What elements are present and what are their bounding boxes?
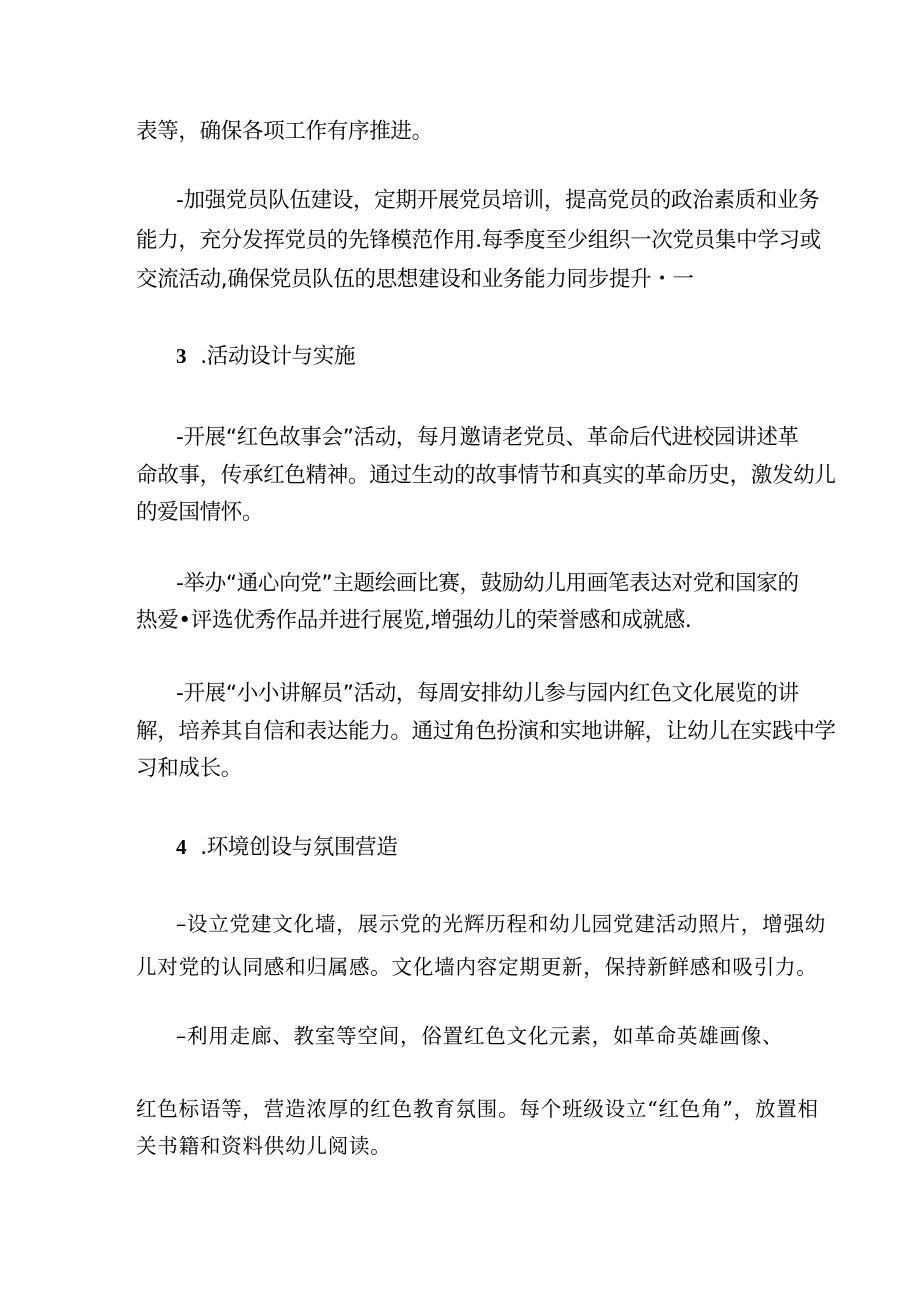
- paragraph-line: -开展“小小讲解员”活动，每周安排幼儿参与园内红色文化展览的讲: [176, 681, 799, 706]
- section-heading: [176, 341, 355, 372]
- section-title: .活动设计与实施: [200, 344, 356, 369]
- section-title: .环境创设与氛围营造: [200, 835, 398, 860]
- paragraph-line: 热爱•评选优秀作品并进行展览,增强幼儿的荣誉感和成就感.: [136, 608, 692, 633]
- paragraph-line: 能力，充分发挥党员的先锋模范作用.每季度至少组织一次党员集中学习或: [136, 228, 821, 253]
- paragraph-line: -开展“红色故事会”活动，每月邀请老党员、革命后代进校园讲述革: [176, 425, 799, 450]
- section-number: 3: [176, 344, 187, 368]
- paragraph-line: 的爱国情怀。: [136, 500, 264, 525]
- paragraph-line: 关书籍和资料供幼儿阅读。: [136, 1134, 392, 1158]
- paragraph-line: –设立党建文化墙，展示党的光辉历程和幼儿园党建活动照片，增强幼: [176, 912, 827, 936]
- paragraph-line: 命故事，传承红色精神。通过生动的故事情节和真实的革命历史，激发幼儿: [136, 463, 836, 488]
- paragraph-line: 习和成长。: [136, 756, 243, 781]
- paragraph-line: -举办“通心向党”主题绘画比赛，鼓励幼儿用画笔表达对党和国家的: [176, 571, 799, 596]
- paragraph-line: 表等，确保各项工作有序推进。: [136, 119, 433, 144]
- section-number: 4: [176, 835, 187, 859]
- paragraph-line: -加强党员队伍建设，定期开展党员培训，提高党员的政治素质和业务: [176, 188, 820, 213]
- section-heading: [176, 832, 398, 863]
- paragraph-line: 解，培养其自信和表达能力。通过角色扮演和实地讲解，让幼儿在实践中学: [136, 719, 836, 744]
- paragraph-line: 红色标语等，营造浓厚的红色教育氛围。每个班级设立“红色角”，放置相: [136, 1097, 819, 1121]
- paragraph-line: 交流活动,确保党员队伍的思想建设和业务能力同步提升・一: [136, 267, 694, 292]
- paragraph-line: 儿对党的认同感和归属感。文化墙内容定期更新，保持新鲜感和吸引力。: [136, 955, 818, 979]
- paragraph-line: –利用走廊、教室等空间，俗置红色文化元素，如革命英雄画像、: [176, 1024, 784, 1048]
